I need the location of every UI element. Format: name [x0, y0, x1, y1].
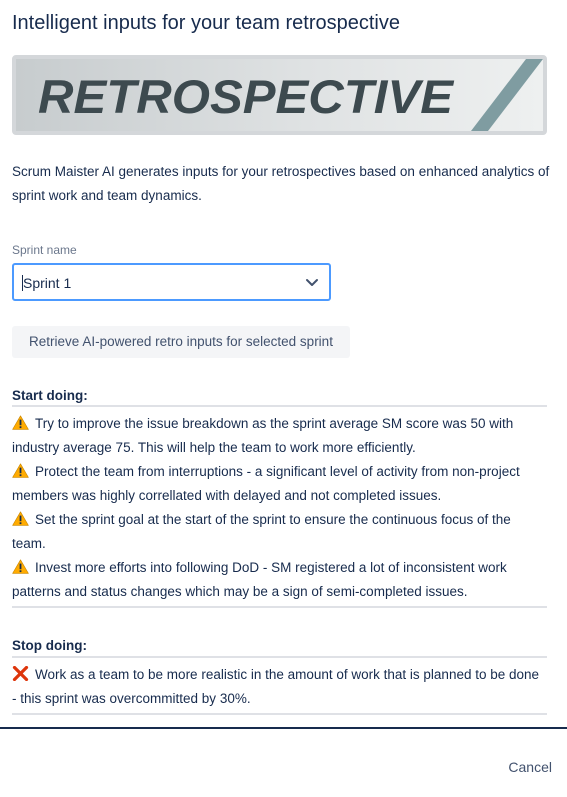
stop-doing-heading: Stop doing: [12, 638, 87, 653]
start-doing-item-text: Invest more efforts into following DoD - SM registered a lot of inconsistent work patterns and status changes which may be a sign of semi-completed issues. [12, 560, 507, 599]
start-doing-item [12, 556, 542, 604]
chevron-down-icon [305, 275, 319, 289]
stop-doing-divider-top [12, 656, 547, 658]
sprint-select[interactable] [12, 263, 331, 301]
retrospective-banner [12, 55, 547, 135]
start-doing-item-text: Try to improve the issue breakdown as the sprint average SM score was 50 with industry average 75. This will help the team to work more efficiently. [12, 416, 514, 455]
start-doing-item-text: Set the sprint goal at the start of the sprint to ensure the continuous focus of the team. [12, 512, 511, 551]
warning-icon [12, 559, 29, 574]
start-doing-item [12, 508, 542, 556]
retrieve-retro-inputs-button[interactable]: Retrieve AI-powered retro inputs for selected sprint [12, 326, 350, 358]
stop-doing-divider-bottom [12, 713, 547, 715]
sprint-select-value: Sprint 1 [23, 275, 72, 291]
banner-wordmark: RETROSPECTIVE [38, 70, 455, 123]
start-doing-heading: Start doing: [12, 388, 88, 403]
cancel-button[interactable]: Cancel [508, 759, 552, 775]
footer-divider [0, 727, 567, 729]
sprint-name-label: Sprint name [12, 243, 77, 257]
stop-doing-item-text: Work as a team to be more realistic in the amount of work that is planned to be done - this sprint was overcommitted by 30%. [12, 667, 540, 706]
dialog-title: Intelligent inputs for your team retrospective [12, 12, 400, 34]
retrospective-banner-image [16, 59, 543, 131]
stop-doing-item [12, 663, 542, 711]
warning-icon [12, 463, 29, 478]
start-doing-list [12, 412, 542, 604]
start-doing-item [12, 412, 542, 460]
start-doing-item-text: Protect the team from interruptions - a significant level of activity from non-project members was highly correllated with delayed and not completed issues. [12, 464, 520, 503]
intro-text: Scrum Maister AI generates inputs for your retrospectives based on enhanced analytics of sprint work and team dynamics. [12, 164, 550, 203]
start-doing-item [12, 460, 542, 508]
warning-icon [12, 511, 29, 526]
warning-icon [12, 415, 29, 430]
stop-doing-list [12, 663, 542, 711]
start-doing-divider-bottom [12, 606, 547, 608]
start-doing-divider-top [12, 405, 547, 407]
cross-mark-icon [12, 666, 29, 681]
